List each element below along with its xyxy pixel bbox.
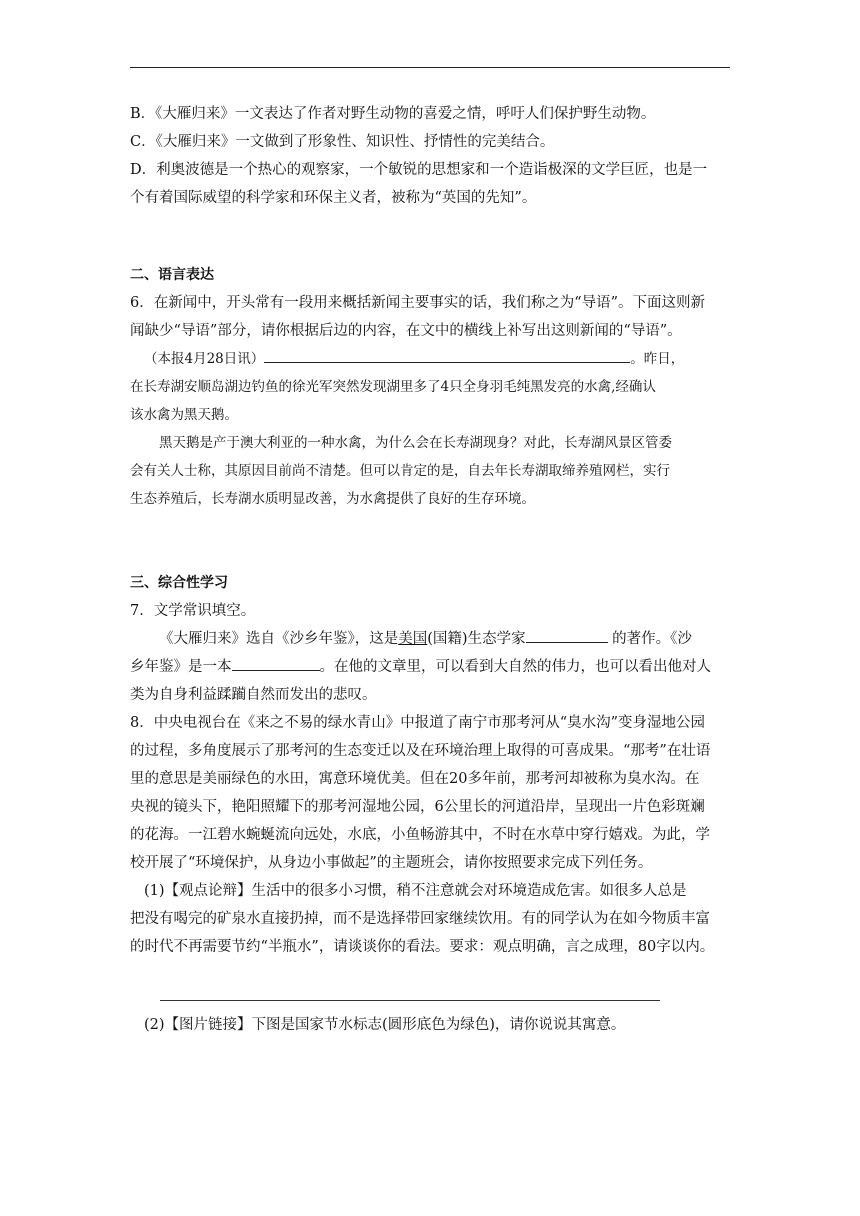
news-para2-line2: 会有关人士称，其原因目前尚不清楚。但可以肯定的是，自去年长寿湖取缔养殖网栏，实行: [130, 463, 670, 479]
section-heading: 三、综合性学习: [130, 575, 228, 591]
option-c: C．《大雁归来》一文做到了形象性、知识性、抒情性的完美结合。: [130, 134, 555, 150]
question-8-line4: 央视的镜头下，艳阳照耀下的那考河湿地公园，6公里长的河道沿岸，呈现出一片色彩斑斓: [130, 799, 705, 815]
news-line3: 该水禽为黑天鹅。: [130, 407, 238, 423]
header-rule: [130, 67, 730, 68]
subquestion-2-text: (2)【图片链接】下图是国家节水标志(圆形底色为绿色)，请你说说其寓意。: [144, 1017, 626, 1033]
q7-text-d: 乡年鉴》是一本: [130, 659, 232, 675]
news-suffix: 。昨日，: [630, 351, 685, 367]
question-8-line5: 的花海。一江碧水蜿蜒流向远处，水底，小鱼畅游其中，不时在水草中穿行嬉戏。为此，学: [130, 827, 710, 843]
option-d-line2: 个有着国际威望的科学家和环保主义者，被称为“英国的先知”。: [130, 190, 537, 206]
q7-text-b: (国籍)生态学家: [427, 631, 526, 647]
answer-line[interactable]: [160, 1000, 660, 1001]
question-7-title: 7．文学常识填空。: [130, 603, 256, 619]
subquestion-1-line2: 把没有喝完的矿泉水直接扔掉，而不是选择带回家继续饮用。有的同学认为在如今物质丰富: [130, 911, 710, 927]
q7-text-c: 的著作。《沙: [607, 631, 692, 647]
section-language-expression: [130, 261, 730, 513]
answer-options: [130, 100, 730, 212]
question-7-line1: [130, 625, 730, 653]
question-6-line1: 6．在新闻中，开头常有一段用来概括新闻主要事实的话，我们称之为“导语”。下面这则新: [130, 295, 706, 311]
news-lead-line: [130, 345, 730, 373]
question-8-line1: 8．中央电视台在《来之不易的绿水青山》中报道了南宁市那考河从“臭水沟”变身湿地公园: [130, 715, 706, 731]
lead-blank[interactable]: [264, 348, 630, 363]
news-line2: 在长寿湖安顺岛湖边钓鱼的徐光军突然发现湖里多了4只全身羽毛纯黑发亮的水禽,经确认: [130, 379, 656, 395]
book-type-blank[interactable]: [232, 656, 320, 671]
subquestion-2: [130, 1011, 730, 1039]
question-8-line6: 校开展了“环境保护，从身边小事做起”的主题班会，请你按照要求完成下列任务。: [130, 855, 653, 871]
news-prefix: （本报4月28日讯）: [144, 351, 265, 367]
section-heading: 二、语言表达: [130, 267, 214, 283]
q7-text-a: 《大雁归来》选自《沙乡年鉴》，这是: [159, 631, 399, 647]
question-6-line2: 闻缺少“导语”部分，请你根据后边的内容，在文中的横线上补写出这则新闻的“导语”。: [130, 323, 682, 339]
question-8-line3: 里的意思是美丽绿色的水田，寓意环境优美。但在20多年前，那考河却被称为臭水沟。在: [130, 771, 700, 787]
question-8-line2: 的过程，多角度展示了那考河的生态变迁以及在环境治理上取得的可喜成果。“那考”在壮语: [130, 743, 711, 759]
q7-country: 美国: [398, 631, 428, 647]
question-7-line2: [130, 653, 730, 681]
author-blank[interactable]: [526, 628, 608, 643]
question-7-line3: 类为自身利益蹂躏自然而发出的悲叹。: [130, 687, 377, 703]
news-para2-line3: 生态养殖后，长寿湖水质明显改善，为水禽提供了良好的生存环境。: [130, 491, 535, 507]
option-d-line1: D．利奥波德是一个热心的观察家，一个敏锐的思想家和一个造诣极深的文学巨匠，也是一: [130, 162, 708, 178]
section-comprehensive-study: [130, 569, 730, 961]
option-b: B．《大雁归来》一文表达了作者对野生动物的喜爱之情，呼吁人们保护野生动物。: [130, 106, 656, 122]
news-para2-line1: 黑天鹅是产于澳大利亚的一种水禽，为什么会在长寿湖现身？对此，长寿湖风景区管委: [159, 435, 672, 451]
q7-text-e: 。在他的文章里，可以看到大自然的伟力，也可以看出他对人: [319, 659, 711, 675]
subquestion-1-line3: 的时代不再需要节约“半瓶水”，请谈谈你的看法。要求：观点明确，言之成理，80字以内。: [130, 939, 715, 955]
subquestion-1-line1: (1)【观点论辩】生活中的很多小习惯，稍不注意就会对环境造成危害。如很多人总是: [144, 883, 687, 899]
